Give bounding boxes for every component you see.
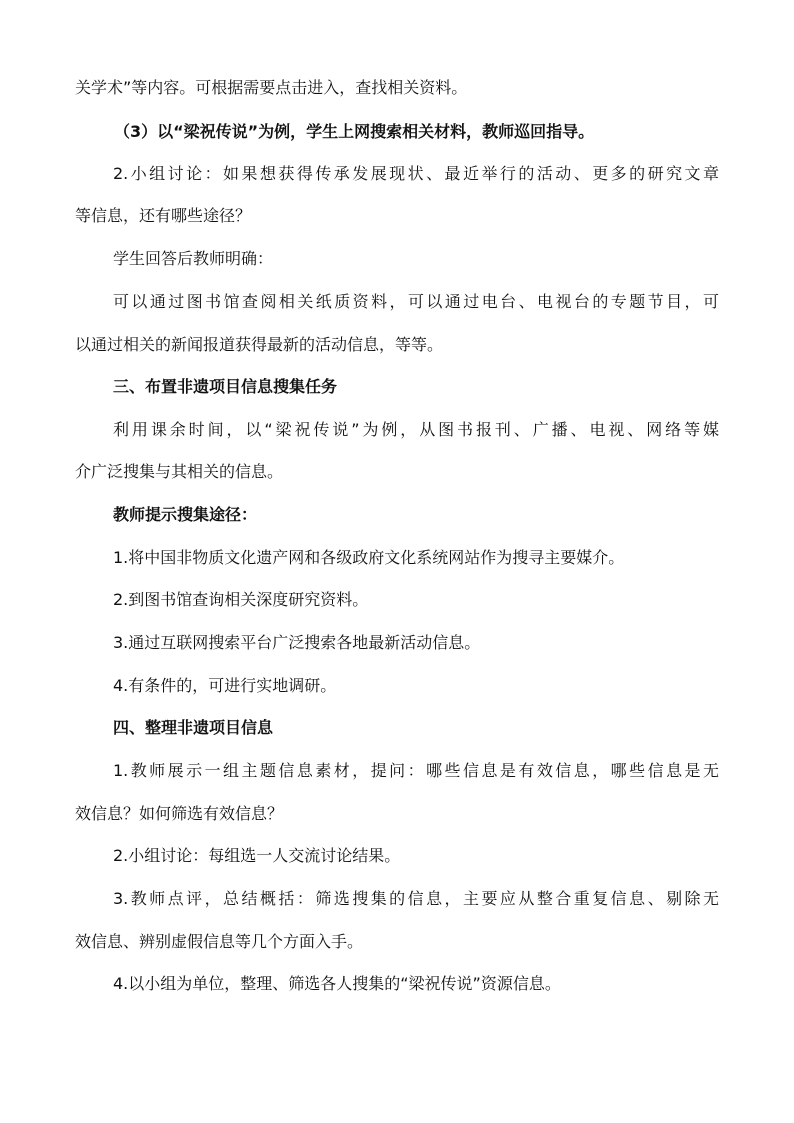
list-item: 3.教师点评，总结概括：筛选搜集的信息，主要应从整合重复信息、剔除无 <box>113 889 719 908</box>
list-item: 3.通过互联网搜索平台广泛搜索各地最新活动信息。 <box>113 633 481 652</box>
text-line: 效信息？如何筛选有效信息？ <box>75 804 284 823</box>
list-item: 1.教师展示一组主题信息素材，提问：哪些信息是有效信息，哪些信息是无 <box>113 761 719 780</box>
subheading: 教师提示搜集途径： <box>113 505 258 524</box>
list-item: 4.有条件的，可进行实地调研。 <box>113 676 337 695</box>
text-line: 学生回答后教师明确： <box>113 249 274 268</box>
text-line: 等信息，还有哪些途径？ <box>75 206 252 225</box>
text-line: 关学术”等内容。可根据需要点击进入，查找相关资料。 <box>75 78 468 97</box>
text-line: 利用课余时间，以“梁祝传说”为例，从图书报刊、广播、电视、网络等媒 <box>113 420 719 439</box>
text-line: 以通过相关的新闻报道获得最新的活动信息，等等。 <box>75 335 444 354</box>
text-line: 2.小组讨论：如果想获得传承发展现状、最近举行的活动、更多的研究文章 <box>113 164 719 183</box>
text-line: 可以通过图书馆查阅相关纸质资料，可以通过电台、电视台的专题节目，可 <box>113 292 719 311</box>
list-item: 1.将中国非物质文化遗产网和各级政府文化系统网站作为搜寻主要媒介。 <box>113 548 625 567</box>
section-heading: 三、布置非遗项目信息搜集任务 <box>113 377 338 396</box>
text-line: 效信息、辨别虚假信息等几个方面入手。 <box>75 932 364 951</box>
list-item: 2.小组讨论：每组选一人交流讨论结果。 <box>113 846 401 865</box>
list-item: 2.到图书馆查询相关深度研究资料。 <box>113 590 369 609</box>
text-line: 介广泛搜集与其相关的信息。 <box>75 462 284 481</box>
text-line: （3）以“梁祝传说”为例，学生上网搜索相关材料，教师巡回指导。 <box>114 122 595 141</box>
list-item: 4.以小组为单位，整理、筛选各人搜集的“梁祝传说”资源信息。 <box>113 974 561 993</box>
section-heading: 四、整理非遗项目信息 <box>113 718 274 737</box>
